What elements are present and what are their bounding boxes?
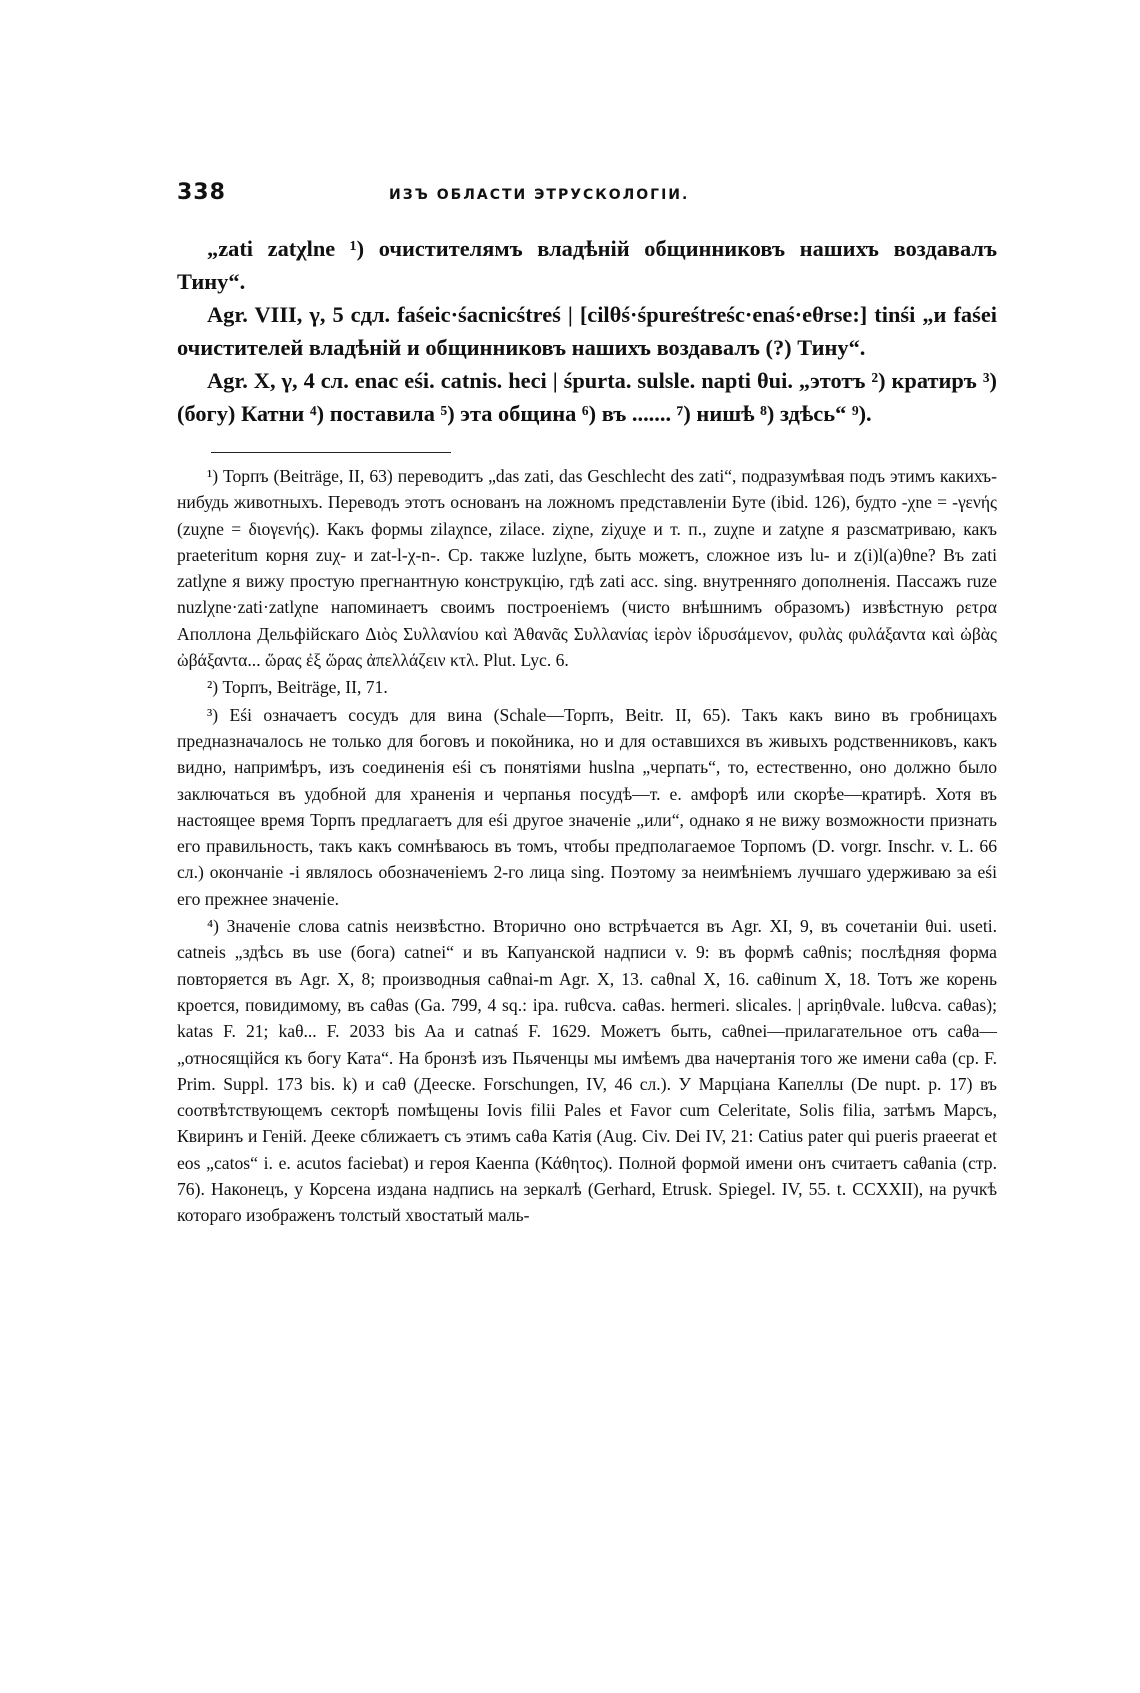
page-header <box>177 180 997 220</box>
main-text <box>177 232 997 430</box>
footnote-2: ²) Торпъ, Beiträge, II, 71. <box>207 677 388 698</box>
footnote-3: ³) Eśi означаетъ сосудъ для вина (Schale—Торпъ, Beitr. II, 65). Такъ какъ вино въ гробницахъ предназначалось не только для боговъ и покойника, но и для оставшихся въ живыхъ родственниковъ, какъ видно, напримѣръ, изъ соединенія eśi съ понятіями huslna „черпать“, то, естественно, оно должно было заключаться въ удобной для храненія и черпанья посудѣ—т. е. амфорѣ или скорѣе—кратирѣ. Хотя въ настоящее время Торпъ предлагаетъ для eśi другое значеніе „или“, однако я не вижу возможности признать его правильность, такъ какъ сомнѣваюсь въ томъ, чтобы предполагаемое Торпомъ (D. vorgr. Inschr. v. L. 66 сл.) окончаніе -i являлось обозначеніемъ 2-го лица sing. Поэтому за неимѣніемъ лучшаго удерживаю за eśi его прежнее значеніе. <box>177 704 997 909</box>
running-title: ИЗЪ ОБЛАСТИ ЭТРУСКОЛОГІИ. <box>389 187 690 203</box>
page-number: 338 <box>177 180 226 205</box>
main-paragraph: Agr. X, γ, 4 сл. enac eśi. catnis. heci | śpurta. sulsle. napti θui. „этотъ ²) кратиръ ³) (богу) Катни ⁴) поставила ⁵) эта община ⁶) въ ....... ⁷) нишѣ ⁸) здѣсь“ ⁹). <box>177 368 997 426</box>
footnote-4: ⁴) Значеніе слова catnis неизвѣстно. Вторично оно встрѣчается въ Agr. XI, 9, въ сочетаніи θui. useti. catneis „здѣсь въ use (бога) catnei“ и въ Капуанской надписи v. 9: въ формѣ caθnis; послѣдняя форма повторяется въ Agr. X, 8; производныя caθnai-m Agr. X, 13. caθnal X, 16. caθinum X, 18. Тотъ же корень кроется, повидимому, въ caθas (Ga. 799, 4 sq.: ipa. ruθcva. caθas. hermeri. slicales. | apriņθvale. luθcva. caθas); katas F. 21; kaθ... F. 2033 bis Aa и catnaś F. 1629. Можетъ быть, caθnei—прилагательное отъ caθa—„относящійся къ богу Ката“. На бронзѣ изъ Пьяченцы мы имѣемъ два начертанія того же имени caθa (ср. F. Prim. Suppl. 173 bis. k) и caθ (Дееске. Forschungen, IV, 46 сл.). У Марціана Капеллы (De nupt. p. 17) въ соотвѣтствующемъ секторѣ помѣщены Iovis filii Pales et Favor cum Celeritate, Solis filia, затѣмъ Марсъ, Квиринъ и Геній. Дееке сближаетъ съ этимъ caθa Катія (Aug. Civ. Dei IV, 21: Catius pater qui pueris praeerat et eos „catos“ i. e. acutos faciebat) и героя Каенпа (Κάθητος). Полной формой имени онъ считаетъ caθania (стр. 76). Наконецъ, у Корсена издана надпись на зеркалѣ (Gerhard, Etrusk. Spiegel. IV, 55. t. CCXXII), на ручкѣ котораго изображенъ толстый хвостатый маль- <box>177 916 997 1226</box>
footnote-1: ¹) Торпъ (Beiträge, II, 63) переводитъ „das zati, das Geschlecht des zati“, подразумѣвая подъ этимъ какихъ-нибудь животныхъ. Переводъ этотъ основанъ на ложномъ представленіи Буте (ibid. 126), будто -χne = -γενής (zuχne = διογενής). Какъ формы zilaχnce, zilace. ziχne, ziχuχe и т. п., zuχne и zatχne я разсматриваю, какъ praeteritum корня zuχ- и zat-l-χ-n-. Ср. также luzlχne, быть можетъ, сложное изъ lu- и z(i)l(a)θne? Въ zati zatlχne я вижу простую прегнантную конструкцію, гдѣ zati acc. sing. внутренняго дополненія. Пассажъ ruze nuzlχne·zati·zatlχne напоминаетъ своимъ построеніемъ (чисто внѣшнимъ образомъ) извѣстную ρετρα Аполлона Дельфійскаго Διὸς Συλλανίου καὶ Ἀθανᾶς Συλλανίας ἱερὸν ἱδρυσάμενον, φυλὰς φυλάξαντα καὶ ὠβὰς ὠβάξαντα... ὥρας ἐξ ὥρας ἀπελλάζειν κτλ. Plut. Lyc. 6. <box>177 466 997 671</box>
main-paragraph: Agr. VIII, γ, 5 сдл. faśeic·śacnicśtreś | [cilθś·śpureśtreśc·enaś·eθrse:] tinśi „и faśei очистителей владѣній и общинниковъ нашихъ воздавалъ (?) Тину“. <box>177 302 997 360</box>
book-page <box>177 180 997 1230</box>
footnote-divider <box>211 452 451 453</box>
footnotes <box>177 463 997 1229</box>
main-paragraph: „zati zatχlne ¹) очистителямъ владѣній общинниковъ нашихъ воздавалъ Тину“. <box>177 236 997 294</box>
